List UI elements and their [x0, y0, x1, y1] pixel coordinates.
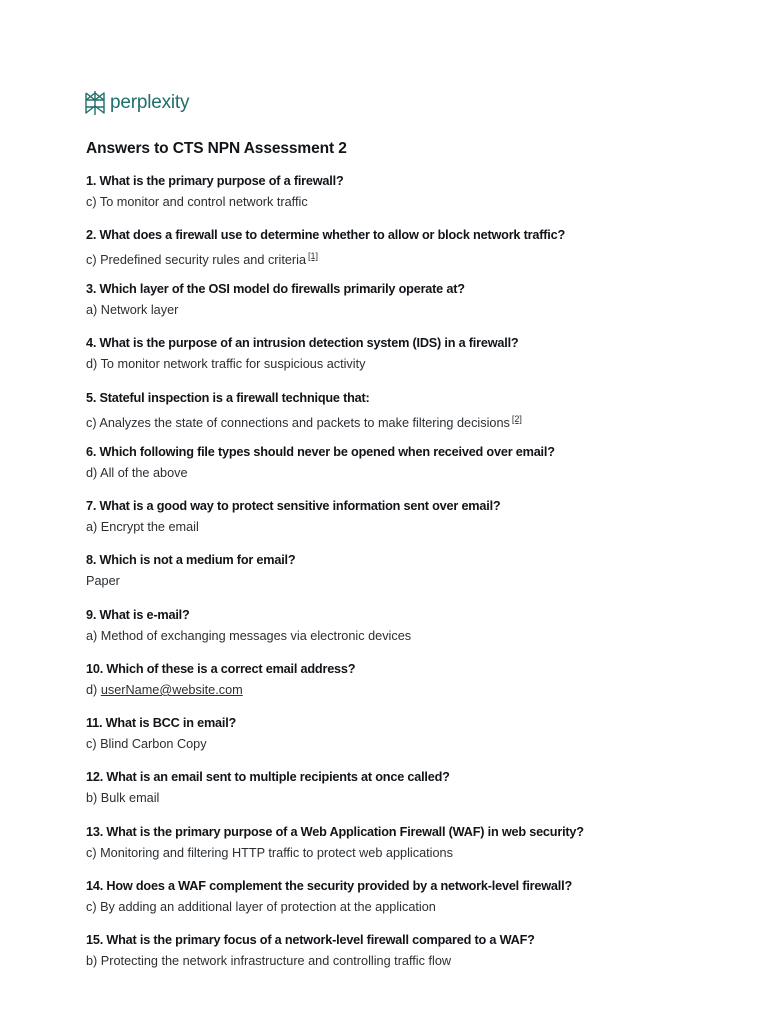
question: 14. How does a WAF complement the security provided by a network-level firewall? [86, 879, 572, 893]
answer: d) All of the above [86, 466, 188, 480]
answer [86, 247, 726, 270]
question: 3. Which layer of the OSI model do firewalls primarily operate at? [86, 282, 465, 296]
answer: Paper [86, 574, 120, 588]
answer: b) Protecting the network infrastructure and controlling traffic flow [86, 954, 452, 968]
qa-item-10 [86, 660, 726, 700]
qa-item-4 [86, 334, 726, 374]
citation-link[interactable]: [1] [308, 251, 319, 261]
question: 12. What is an email sent to multiple recipients at once called? [86, 770, 450, 784]
perplexity-logo-icon [84, 90, 106, 116]
answer: a) Encrypt the email [86, 520, 199, 534]
answer-text: c) Analyzes the state of connections and packets to make filtering decisions [86, 416, 510, 430]
qa-item-9 [86, 606, 726, 646]
answer-text: c) Predefined security rules and criteria [86, 253, 307, 267]
qa-item-5 [86, 389, 726, 433]
answer: c) By adding an additional layer of protection at the application [86, 900, 436, 914]
answer [86, 681, 726, 700]
citation-link[interactable]: [2] [511, 414, 522, 424]
qa-item-11 [86, 714, 726, 754]
question: 9. What is e-mail? [86, 608, 190, 622]
question: 7. What is a good way to protect sensitive information sent over email? [86, 499, 501, 513]
page-title: Answers to CTS NPN Assessment 2 [86, 140, 347, 157]
answer: d) To monitor network traffic for suspicious activity [86, 357, 366, 371]
answer: c) To monitor and control network traffic [86, 195, 308, 209]
answer: c) Blind Carbon Copy [86, 737, 207, 751]
email-link[interactable]: userName@website.com [100, 683, 243, 697]
qa-item-1 [86, 172, 726, 212]
answer: c) Monitoring and filtering HTTP traffic to protect web applications [86, 846, 453, 860]
qa-item-3 [86, 280, 726, 320]
qa-item-15 [86, 931, 726, 971]
question: 5. Stateful inspection is a firewall technique that: [86, 391, 370, 405]
answer-prefix: d) [86, 683, 101, 697]
qa-item-12 [86, 768, 726, 808]
answer [86, 410, 726, 433]
question: 10. Which of these is a correct email address? [86, 662, 356, 676]
question: 2. What does a firewall use to determine whether to allow or block network traffic? [86, 228, 566, 242]
qa-item-7 [86, 497, 726, 537]
qa-item-13 [86, 823, 726, 863]
qa-item-6 [86, 443, 726, 483]
brand-name: perplexity [110, 92, 190, 113]
answer: b) Bulk email [86, 791, 160, 805]
qa-item-8 [86, 551, 726, 591]
perplexity-logo [84, 89, 189, 117]
question: 4. What is the purpose of an intrusion detection system (IDS) in a firewall? [86, 336, 519, 350]
question: 1. What is the primary purpose of a firewall? [86, 174, 344, 188]
question: 13. What is the primary purpose of a Web Application Firewall (WAF) in web security? [86, 825, 584, 839]
answer: a) Method of exchanging messages via electronic devices [86, 629, 412, 643]
qa-item-2 [86, 226, 726, 270]
question: 8. Which is not a medium for email? [86, 553, 296, 567]
answer: a) Network layer [86, 303, 179, 317]
qa-item-14 [86, 877, 726, 917]
question: 11. What is BCC in email? [86, 716, 237, 730]
question: 6. Which following file types should never be opened when received over email? [86, 445, 555, 459]
question: 15. What is the primary focus of a network-level firewall compared to a WAF? [86, 933, 535, 947]
